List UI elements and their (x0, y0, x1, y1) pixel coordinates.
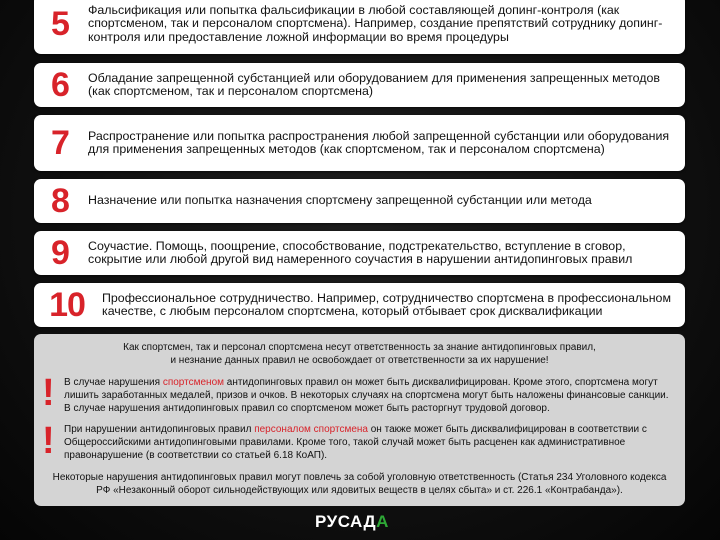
violation-card-8 (34, 179, 685, 223)
violation-number: 6 (51, 66, 69, 104)
violation-card-5 (34, 0, 685, 54)
exclamation-icon: ! (42, 420, 55, 462)
para2-highlight: персоналом спортсмена (254, 424, 368, 435)
logo-text: РУСАД (315, 512, 377, 531)
para1-text-start: В случае нарушения (64, 377, 163, 388)
violation-card-9 (34, 231, 685, 275)
exclamation-icon: ! (42, 372, 55, 414)
personnel-sanctions-paragraph (64, 423, 671, 462)
violation-text: Профессиональное сотрудничество. Например, сотрудничество спортсмена в профессиональном качестве, с любым персоналом спортсмена, который отбывает срок дисквалификации (102, 290, 671, 318)
violation-number: 10 (49, 286, 85, 324)
responsibility-panel (34, 334, 685, 506)
violation-text: Фальсификация или попытка фальсификации в любой составляющей допинг-контроля (как спортсменом, так и персоналом спортсмена). Например, создание препятствий сотруднику допинг-контроля или предоставление ложной информации во время процедуры (88, 2, 663, 44)
violation-text: Обладание запрещенной субстанцией или оборудованием для применения запрещенных методов (как спортсменом, так и персоналом спортсмена) (88, 70, 660, 98)
violation-card-7 (34, 115, 685, 171)
violation-text: Соучастие. Помощь, поощрение, способствование, подстрекательство, вступление в сговор, сокрытие или любой другой вид намеренного соучастия в нарушении антидопинговых правил (88, 238, 633, 266)
violation-card-10 (34, 283, 685, 327)
violation-text: Распространение или попытка распространения любой запрещенной субстанции или оборудования для применения запрещенных методов (как спортсменом, так и персоналом спортсмена) (88, 128, 670, 156)
lead-line-2: и незнание данных правил не освобождает от ответственности за их нарушение! (170, 355, 549, 366)
violation-card-6 (34, 63, 685, 107)
para2-text-start: При нарушении антидопинговых правил (64, 424, 255, 435)
lead-line-1: Как спортсмен, так и персонал спортсмена несут ответственность за знание антидопинговых правил, (123, 342, 596, 353)
violation-number: 9 (51, 234, 69, 272)
violation-text: Назначение или попытка назначения спортсмену запрещенной субстанции или метода (88, 193, 592, 208)
athlete-sanctions-paragraph (64, 376, 671, 415)
logo-accent: А (376, 512, 389, 531)
violation-number: 8 (51, 182, 69, 220)
para1-text-end: антидопинговых правил он может быть дисквалифицирован. Кроме этого, спортсмена могут лишить заработанных медалей, призов и очков. В некоторых случаях на спортсмена могут быть наложены финансовые санкции. В случае нарушения антидопинговых правил со спортсменом может быть расторгнут трудовой договор. (64, 377, 669, 414)
violation-number: 7 (51, 124, 69, 162)
rusada-logo (315, 512, 389, 532)
responsibility-lead (54, 341, 665, 367)
para2-text-end: он также может быть дисквалифицирован в соответствии с Общероссийскими антидопинговыми правилами. Кроме того, такой случай может быть расценен как административное правонарушение (в соответствии со статьей 6.18 КоАП). (64, 424, 647, 461)
para1-highlight: спортсменом (162, 377, 225, 388)
violation-number: 5 (51, 5, 69, 43)
criminal-liability-note: Некоторые нарушения антидопинговых правил могут повлечь за собой уголовную ответственность (Статья 234 Уголовного кодекса РФ «Незаконный оборот сильнодействующих или ядовитых веществ в целях сбыта» и ст. 226.1 «Контрабанда»). (52, 472, 667, 496)
